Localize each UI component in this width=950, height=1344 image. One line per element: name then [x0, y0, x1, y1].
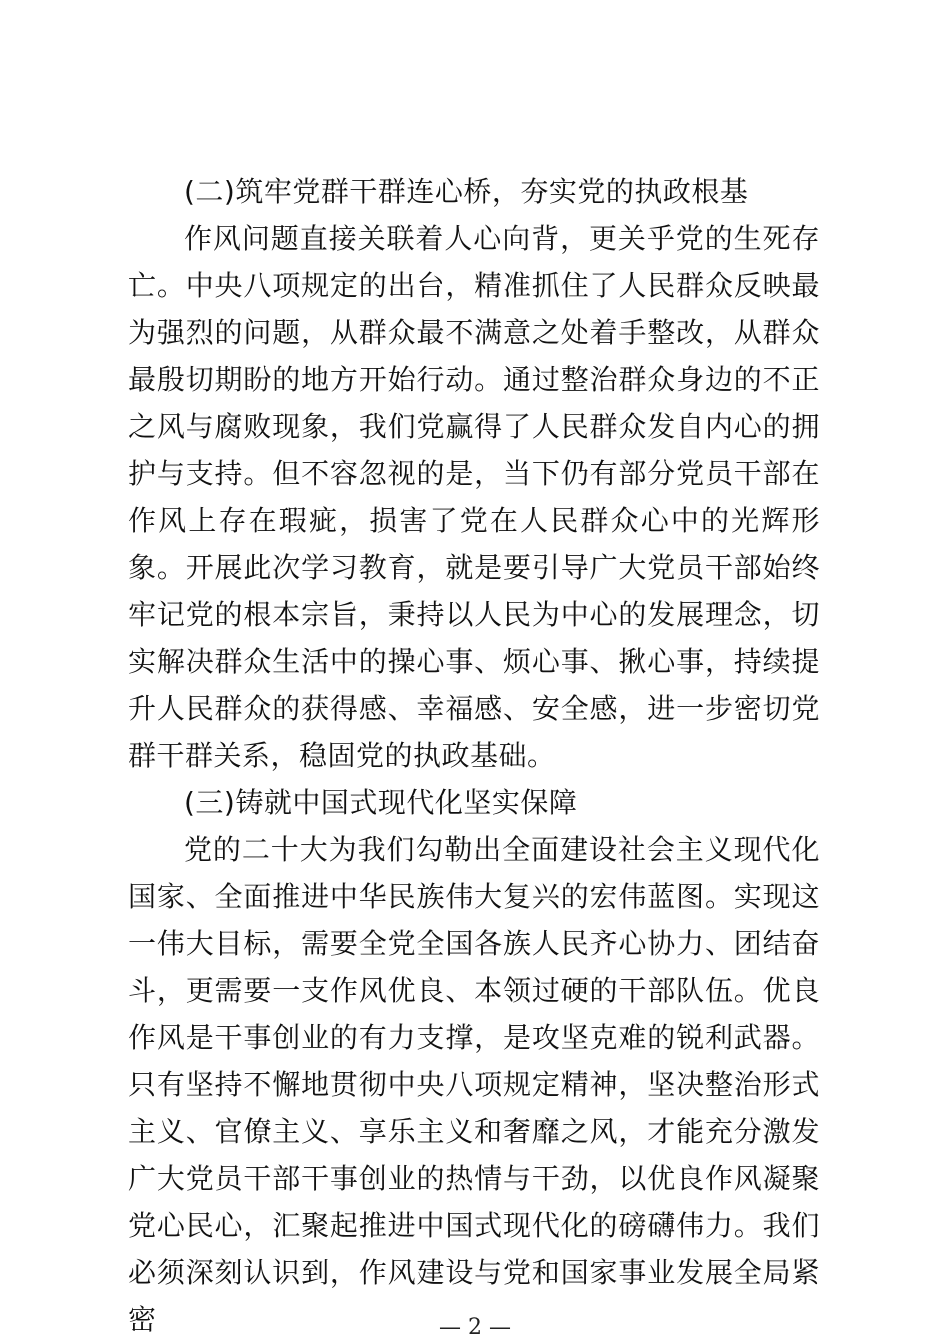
page-number: — 2 —	[439, 1315, 511, 1340]
section-heading-3: (三)铸就中国式现代化坚实保障	[184, 786, 578, 819]
section-paragraph-2: 作风问题直接关联着人心向背，更关乎党的生死存亡。中央八项规定的出台，精准抓住了人民群众反映最为强烈的问题，从群众最不满意之处着手整改，从群众最殷切期盼的地方开始行动。通过整治群众身边的不正之风与腐败现象，我们党赢得了人民群众发自内心的拥护与支持。但不容忽视的是，当下仍有部分党员干部在作风上存在瑕疵，损害了党在人民群众心中的光辉形象。开展此次学习教育，就是要引导广大党员干部始终牢记党的根本宗旨，秉持以人民为中心的发展理念，切实解决群众生活中的操心事、烦心事、揪心事，持续提升人民群众的获得感、幸福感、安全感，进一步密切党群干群关系，稳固党的执政基础。	[128, 222, 820, 772]
section-paragraph-3: 党的二十大为我们勾勒出全面建设社会主义现代化国家、全面推进中华民族伟大复兴的宏伟蓝图。实现这一伟大目标，需要全党全国各族人民齐心协力、团结奋斗，更需要一支作风优良、本领过硬的干部队伍。优良作风是干事创业的有力支撑，是攻坚克难的锐利武器。只有坚持不懈地贯彻中央八项规定精神，坚决整治形式主义、官僚主义、享乐主义和奢靡之风，才能充分激发广大党员干部干事创业的热情与干劲，以优良作风凝聚党心民心，汇聚起推进中国式现代化的磅礴伟力。我们必须深刻认识到，作风建设与党和国家事业发展全局紧密	[128, 833, 820, 1336]
section-heading-2: (二)筑牢党群干群连心桥，夯实党的执政根基	[184, 175, 749, 208]
document-body	[128, 168, 820, 1343]
